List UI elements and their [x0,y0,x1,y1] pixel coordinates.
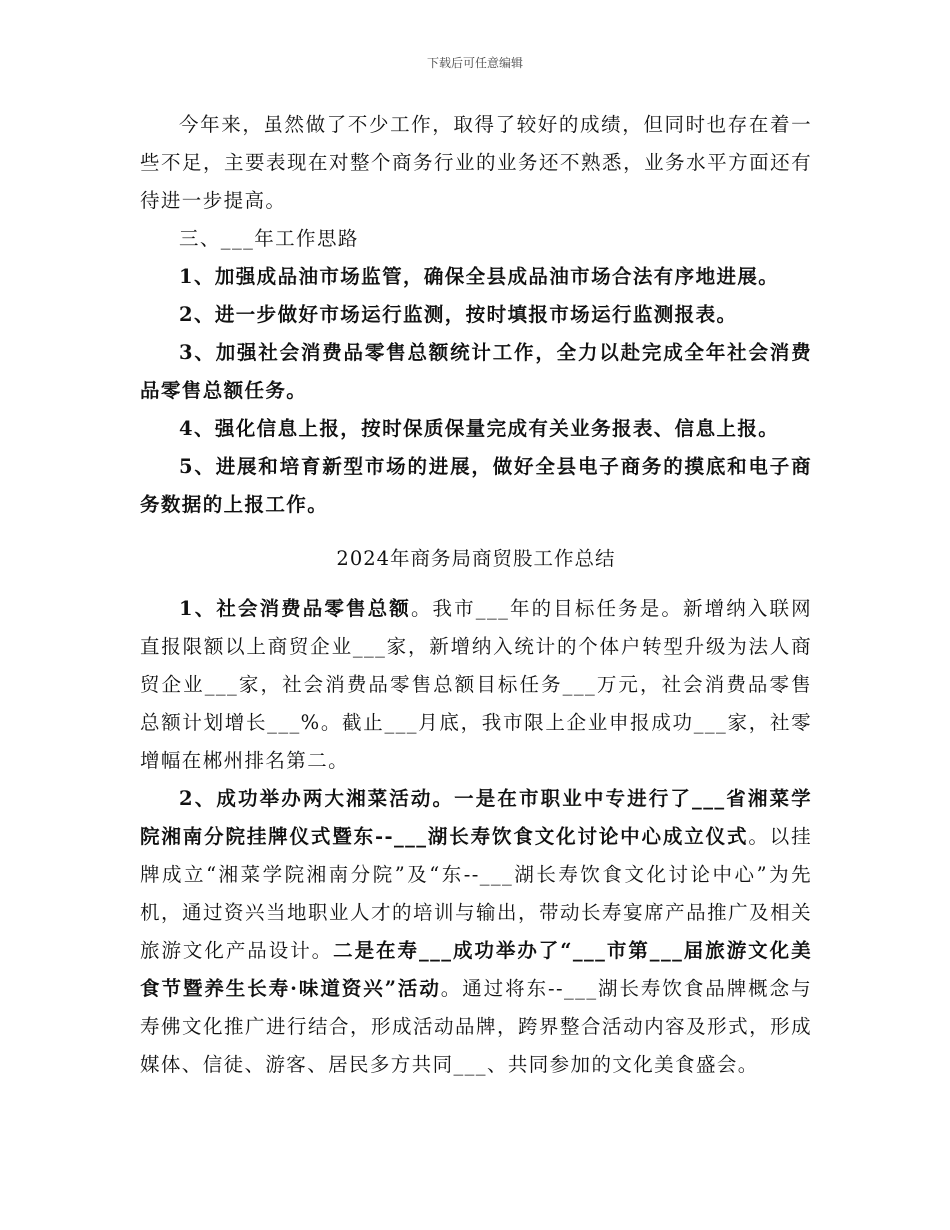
report-paragraph-1-body: 。我市___年的目标任务是。新增纳入联网直报限额以上商贸企业___家，新增纳入统计的个体户转型升级为法人商贸企业___家，社会消费品零售总额目标任务___万元，社会消费品零售总额计划增长___%。截止___月底，我市限上企业申报成功___家，社零增幅在郴州排名第二。 [140,597,812,772]
work-item-1: 1、加强成品油市场监管，确保全县成品油市场合法有序地进展。 [179,265,780,288]
work-item-3: 3、加强社会消费品零售总额统计工作，全力以赴完成全年社会消费品零售总额任务。 [140,341,812,402]
section-heading: 三、___年工作思路 [179,227,359,250]
report-paragraph-2-highlight: 二是在寿___成功举办了“___市第___届旅游文化美食节暨养生长寿·味道资兴”活动 [140,939,812,1000]
report-paragraph-1 [140,590,812,780]
page-header: 下载后可任意编辑 [426,56,523,70]
work-item-5: 5、进展和培育新型市场的进展，做好全县电子商务的摸底和电子商务数据的上报工作。 [140,455,812,516]
report-title: 2024年商务局商贸股工作总结 [336,547,616,570]
work-item-2: 2、进一步做好市场运行监测，按时填报市场运行监测报表。 [179,303,738,326]
report-paragraph-2-body-2: 。通过将东--___湖长寿饮食品牌概念与寿佛文化推广进行结合，形成活动品牌，跨界整合活动内容及形式，形成媒体、信徒、游客、居民多方共同___、共同参加的文化美食盛会。 [140,977,812,1076]
report-paragraph-2 [140,780,812,1084]
report-paragraph-2-body-1: 。以挂牌成立“湘菜学院湘南分院”及“东--___湖长寿饮食文化讨论中心”为先机，通过资兴当地职业人才的培训与输出，带动长寿宴席产品推广及相关旅游文化产品设计。 [140,825,813,962]
report-paragraph-2-lead: 2、成功举办两大湘菜活动。一是在市职业中专进行了___省湘菜学院湘南分院挂牌仪式暨东--___湖长寿饮食文化讨论中心成立仪式 [140,787,812,848]
summary-paragraph: 今年来，虽然做了不少工作，取得了较好的成绩，但同时也存在着一些不足，主要表现在对整个商务行业的业务还不熟悉，业务水平方面还有待进一步提高。 [140,113,812,212]
document-body [140,106,812,1084]
work-item-4: 4、强化信息上报，按时保质保量完成有关业务报表、信息上报。 [179,417,780,440]
report-paragraph-1-lead: 1、社会消费品零售总额 [179,597,411,620]
